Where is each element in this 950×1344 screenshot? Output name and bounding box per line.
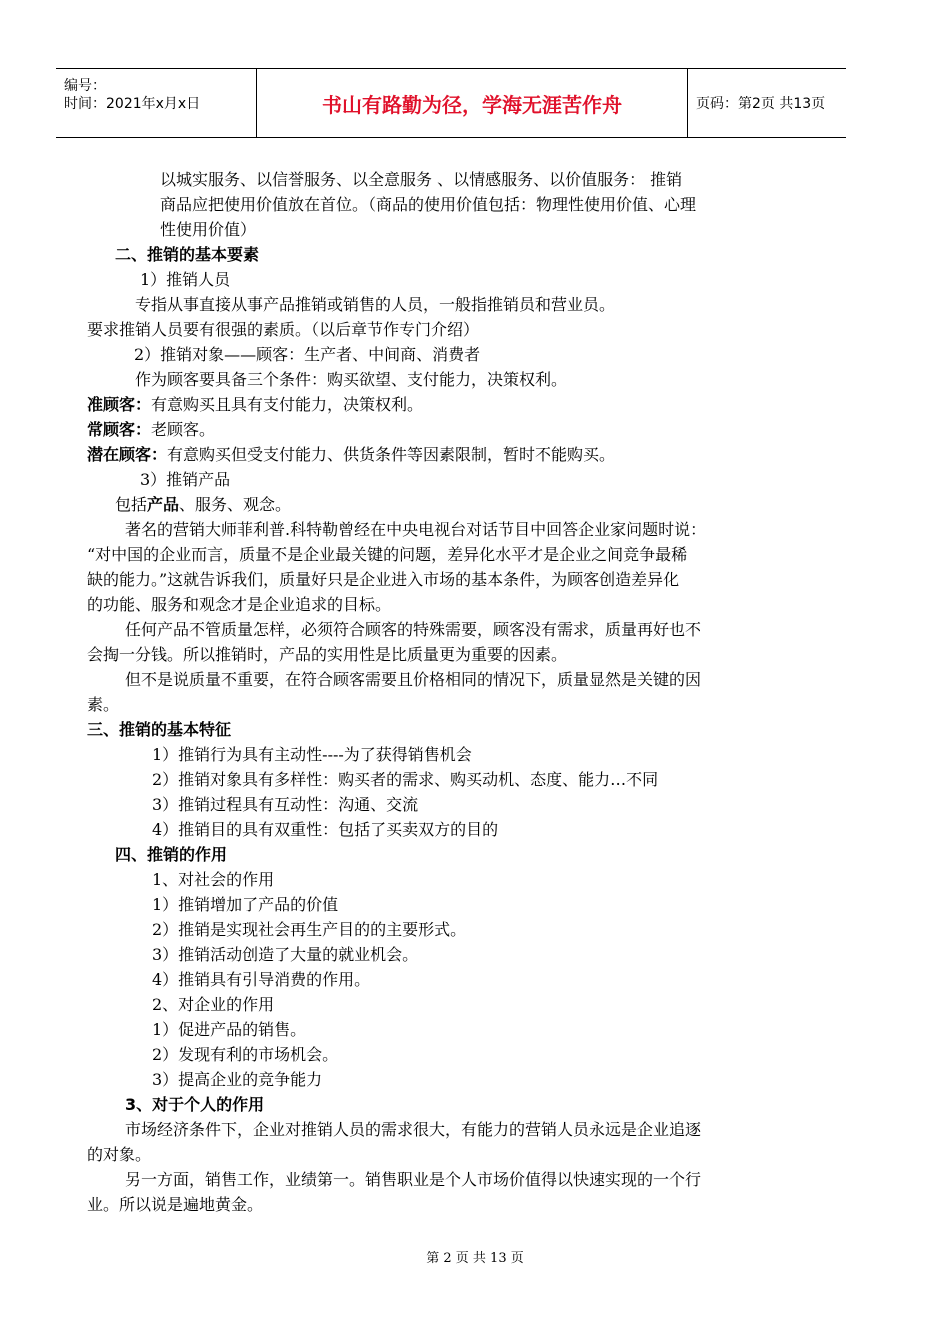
term-prospect: 准顾客： bbox=[87, 395, 152, 414]
text-line: “对中国的企业而言，质量不是企业最关键的问题，差异化水平才是企业之间竞争最稀 bbox=[87, 545, 688, 564]
text-line bbox=[87, 418, 215, 442]
text-line: 3）推销产品 bbox=[140, 470, 231, 489]
page-footer: 第 2 页 共 13 页 bbox=[426, 1251, 524, 1266]
text-line: 但不是说质量不重要，在符合顾客需要且价格相同的情况下，质量显然是关键的因 bbox=[125, 670, 702, 689]
text-line: 著名的营销大师菲利普.科特勒曾经在中央电视台对话节目中回答企业家问题时说： bbox=[125, 520, 707, 539]
text-line: 专指从事直接从事产品推销或销售的人员，一般指推销员和营业员。 bbox=[135, 295, 616, 314]
text-line: 1）推销人员 bbox=[140, 270, 231, 289]
text-line: 4）推销具有引导消费的作用。 bbox=[152, 970, 371, 989]
section-heading: 四、推销的作用 bbox=[115, 845, 228, 864]
text-line: 任何产品不管质量怎样，必须符合顾客的特殊需要，顾客没有需求，质量再好也不 bbox=[125, 620, 702, 639]
text-line: 市场经济条件下，企业对推销人员的需求很大，有能力的营销人员永远是企业追逐 bbox=[125, 1120, 702, 1139]
number-label: 编号： bbox=[64, 78, 106, 94]
text-line bbox=[115, 493, 291, 517]
text-line: 以城实服务、以信誉服务、以全意服务 、以情感服务、以价值服务： 推销 bbox=[160, 170, 683, 189]
header-table bbox=[56, 68, 846, 138]
text-line: 2、对企业的作用 bbox=[152, 995, 275, 1014]
page-info bbox=[696, 69, 846, 137]
text-line: 2）发现有利的市场机会。 bbox=[152, 1045, 339, 1064]
text-line: 3）推销过程具有互动性：沟通、交流 bbox=[152, 795, 419, 814]
text-line: 素。 bbox=[87, 695, 120, 714]
text-line: 2）推销对象——顾客：生产者、中间商、消费者 bbox=[134, 345, 481, 364]
definition: 有意购买但受支付能力、供货条件等因素限制，暂时不能购买。 bbox=[167, 445, 616, 464]
text-fragment: 包括 bbox=[115, 495, 148, 514]
text-line: 4）推销目的具有双重性：包括了买卖双方的目的 bbox=[152, 820, 499, 839]
term-potential: 潜在顾客： bbox=[87, 445, 168, 464]
text-line: 缺的能力。”这就告诉我们，质量好只是企业进入市场的基本条件，为顾客创造差异化 bbox=[87, 570, 680, 589]
text-line: 性使用价值） bbox=[160, 220, 257, 239]
term-regular: 常顾客： bbox=[87, 420, 152, 439]
motto: 书山有路勤为径，学海无涯苦作舟 bbox=[256, 69, 688, 137]
text-line: 业。所以说是遍地黄金。 bbox=[87, 1195, 264, 1214]
section-heading: 二、推销的基本要素 bbox=[115, 245, 260, 264]
text-line: 1、对社会的作用 bbox=[152, 870, 275, 889]
text-line: 的功能、服务和观念才是企业追求的目标。 bbox=[87, 595, 392, 614]
section-heading: 三、推销的基本特征 bbox=[87, 720, 232, 739]
section-heading: 3、对于个人的作用 bbox=[125, 1095, 265, 1114]
text-line bbox=[87, 443, 615, 467]
text-line: 1）推销行为具有主动性----为了获得销售机会 bbox=[152, 745, 472, 764]
time-label: 时间：2021年x月x日 bbox=[64, 96, 201, 112]
text-line: 3）推销活动创造了大量的就业机会。 bbox=[152, 945, 419, 964]
text-line: 要求推销人员要有很强的素质。（以后章节作专门介绍） bbox=[87, 320, 480, 339]
text-line bbox=[87, 393, 423, 417]
text-line: 作为顾客要具备三个条件：购买欲望、支付能力，决策权利。 bbox=[135, 370, 568, 389]
text-line: 2）推销对象具有多样性：购买者的需求、购买动机、态度、能力…不同 bbox=[152, 770, 659, 789]
text-line: 会掏一分钱。所以推销时，产品的实用性是比质量更为重要的因素。 bbox=[87, 645, 568, 664]
text-line: 3）提高企业的竞争能力 bbox=[152, 1070, 323, 1089]
definition: 有意购买且具有支付能力，决策权利。 bbox=[151, 395, 424, 414]
text-fragment: 、服务、观念。 bbox=[179, 495, 292, 514]
text-line: 1）促进产品的销售。 bbox=[152, 1020, 307, 1039]
text-line: 的对象。 bbox=[87, 1145, 152, 1164]
text-line: 2）推销是实现社会再生产目的的主要形式。 bbox=[152, 920, 467, 939]
header-meta-cell bbox=[56, 69, 256, 137]
text-line: 1）推销增加了产品的价值 bbox=[152, 895, 339, 914]
definition: 老顾客。 bbox=[151, 420, 216, 439]
text-line: 另一方面，销售工作，业绩第一。销售职业是个人市场价值得以快速实现的一个行 bbox=[125, 1170, 702, 1189]
text-line: 商品应把使用价值放在首位。（商品的使用价值包括：物理性使用价值、心理 bbox=[160, 195, 697, 214]
page-info-text: 页码：第2页 共13页 bbox=[696, 96, 826, 112]
term-product: 产品 bbox=[147, 495, 180, 514]
